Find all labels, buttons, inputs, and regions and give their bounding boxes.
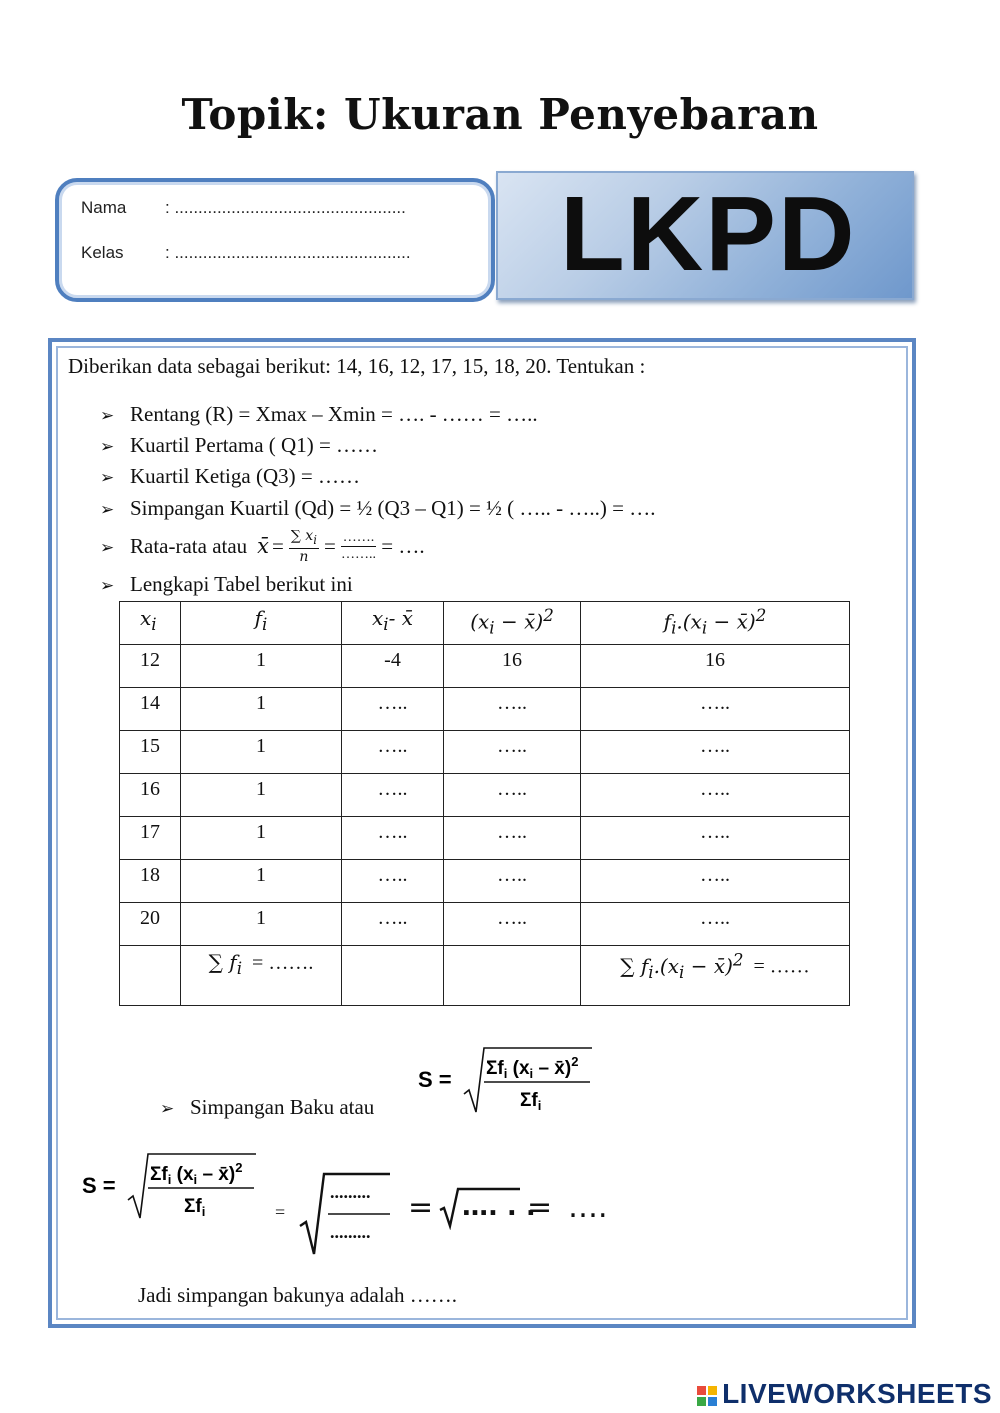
answer-cell[interactable]: ….. (444, 817, 581, 860)
lkpd-text: LKPD (560, 175, 857, 293)
cell: 1 (181, 731, 342, 774)
answer-cell[interactable]: ….. (581, 860, 850, 903)
table-row (120, 774, 850, 817)
answer-cell[interactable]: ….. (581, 774, 850, 817)
answer-cell[interactable]: ….. (444, 731, 581, 774)
item-q1: ➢ Kuartil Pertama ( Q1) = …… (100, 433, 378, 458)
header-squared: ($x_i$ − x̄)$^2$ (444, 602, 581, 645)
liveworksheets-logo (696, 1378, 992, 1410)
item-mean: ➢ Rata-rata atau x̄ = $\frac{\sum x_i}{n}$ = $\frac{\dots\dots.}{\dots\dots..}$ = …. (100, 528, 425, 565)
table-row (120, 903, 850, 946)
answer-cell[interactable]: ….. (444, 774, 581, 817)
answer-cell[interactable]: ….. (581, 903, 850, 946)
calc-result[interactable]: …. (568, 1190, 608, 1225)
sum-f-cell[interactable]: ∑ $f_i$ = ……. (181, 946, 342, 1006)
header-xi: $x_i$ (120, 602, 181, 645)
answer-cell[interactable]: ….. (444, 688, 581, 731)
svg-text:Σfi: $\Sigma f_i$ (184, 1196, 206, 1219)
mean-den: …….. (341, 546, 377, 562)
answer-cell[interactable]: ….. (444, 860, 581, 903)
name-field (81, 198, 406, 218)
mean-num: ……. (342, 529, 375, 545)
cell: 14 (120, 688, 181, 731)
calc-numerator[interactable]: ......... (330, 1182, 371, 1202)
cell: 1 (181, 817, 342, 860)
name-value: : ................................................. (165, 198, 406, 217)
answer-cell[interactable]: ….. (444, 903, 581, 946)
cell: 1 (181, 860, 342, 903)
cell: 16 (120, 774, 181, 817)
table-row (120, 860, 850, 903)
cell: 16 (444, 645, 581, 688)
page-title: Topik: Ukuran Penyebaran (181, 90, 819, 139)
item-table-intro: ➢ Lengkapi Tabel berikut ini (100, 572, 353, 597)
answer-cell[interactable]: ….. (342, 731, 444, 774)
table-sum-row (120, 946, 850, 1006)
problem-intro: Diberikan data sebagai berikut: 14, 16, 12, 17, 15, 18, 20. Tentukan : (68, 354, 646, 378)
calc-denominator[interactable]: ......... (330, 1222, 371, 1242)
table-row (120, 645, 850, 688)
table-header-row (120, 602, 850, 645)
item-q3: ➢ Kuartil Ketiga (Q3) = …… (100, 464, 360, 489)
svg-text:Σfi: $\Sigma f_i$ (520, 1090, 542, 1113)
cell: 15 (120, 731, 181, 774)
logo-text: LIVEWORKSHEETS (722, 1378, 992, 1409)
answer-cell[interactable]: ….. (581, 817, 850, 860)
header-weighted: $f_i.(x_i$ − x̄)$^2$ (581, 602, 850, 645)
cell: -4 (342, 645, 444, 688)
svg-text:S =: S = (418, 1067, 452, 1092)
identity-box (55, 178, 495, 302)
deviation-table (119, 601, 850, 1006)
answer-cell[interactable]: ….. (342, 903, 444, 946)
table-row (120, 731, 850, 774)
logo-icon (696, 1385, 720, 1407)
sum-total-cell[interactable]: ∑ $f_i.(x_i$ − x̄)$^2$ = …… (581, 946, 850, 1006)
header-fi: $f_i$ (181, 602, 342, 645)
mean-tail: = …. (381, 533, 425, 558)
svg-text:S =: S = (82, 1173, 116, 1198)
cell: 17 (120, 817, 181, 860)
name-label: Nama (81, 198, 127, 217)
cell: 20 (120, 903, 181, 946)
class-field (81, 243, 411, 263)
mean-label: Rata-rata atau (130, 533, 248, 558)
calc-root-value[interactable]: …. . . (462, 1192, 536, 1222)
cell: 16 (581, 645, 850, 688)
svg-text:Σfi (xi – x̄)2: $\Sigma f_i$ ($x_i$ – x̄)$^2$ (486, 1054, 579, 1081)
table-row (120, 688, 850, 731)
answer-cell[interactable]: ….. (342, 774, 444, 817)
class-value: : .................................................. (165, 243, 411, 262)
svg-text:Σfi (xi – x̄)2: $\Sigma f_i$ ($x_i$ – x̄)$^2$ (150, 1160, 243, 1187)
sum-f-value: = ……. (252, 952, 314, 974)
stdev-label: ➢ Simpangan Baku atau (160, 1095, 374, 1120)
class-label: Kelas (81, 243, 124, 262)
answer-cell[interactable]: ….. (581, 688, 850, 731)
cell: 18 (120, 860, 181, 903)
answer-cell[interactable]: ….. (342, 860, 444, 903)
header-deviation: $x_i-$ x̄ (342, 602, 444, 645)
conclusion-text: Jadi simpangan bakunya adalah ……. (138, 1283, 457, 1307)
sum-total-value: = …… (753, 955, 810, 978)
stdev-formula-image (414, 1040, 594, 1120)
item-qd: ➢ Simpangan Kuartil (Qd) = ½ (Q3 – Q1) = ½ ( ….. - …..) = …. (100, 496, 655, 521)
cell: 1 (181, 774, 342, 817)
stdev-formula-image-2 (78, 1146, 258, 1226)
item-range: ➢ Rentang (R) = Xmax – Xmin = …. - …… = ….. (100, 402, 538, 427)
lkpd-badge (496, 171, 914, 300)
answer-cell[interactable]: ….. (581, 731, 850, 774)
cell: 1 (181, 688, 342, 731)
cell: 1 (181, 645, 342, 688)
cell: 12 (120, 645, 181, 688)
answer-cell[interactable]: ….. (342, 817, 444, 860)
cell: 1 (181, 903, 342, 946)
table-row (120, 817, 850, 860)
answer-cell[interactable]: ….. (342, 688, 444, 731)
